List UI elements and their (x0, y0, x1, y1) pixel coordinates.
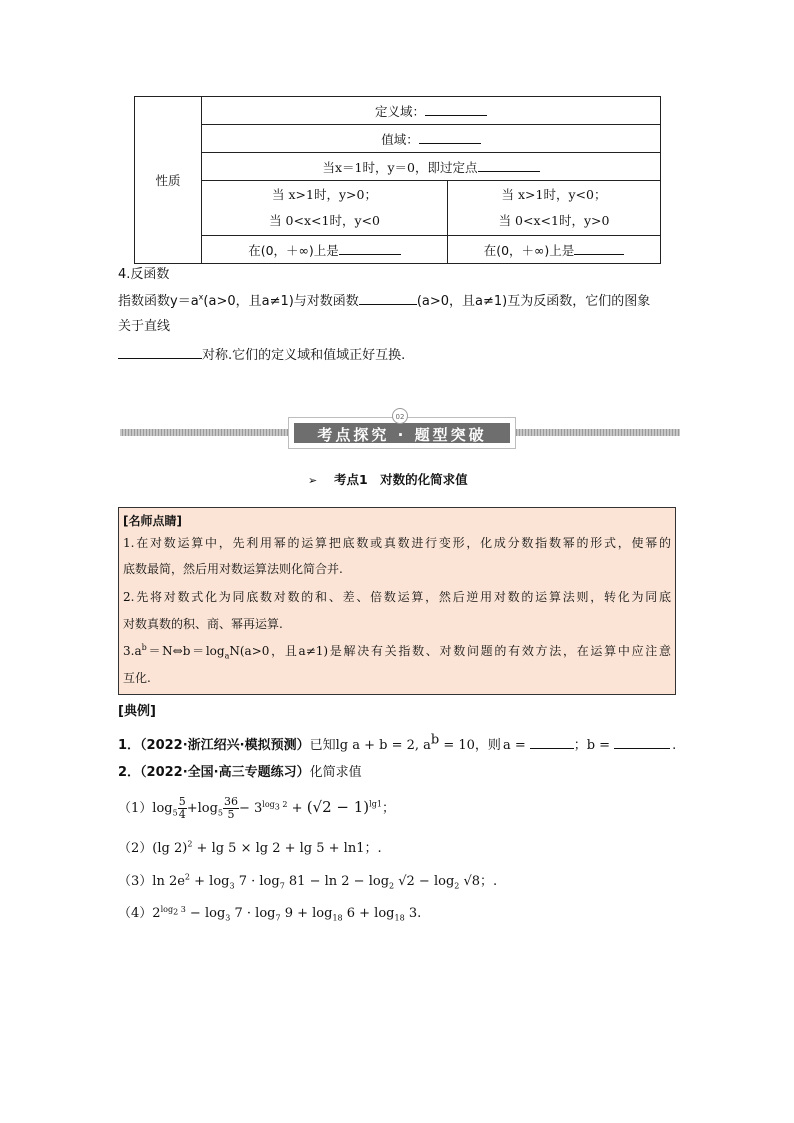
range-cell (202, 125, 661, 153)
subquestion-1: $(1)\log_5$ $\frac{5}{4}$ $+\log_5$ $\frac{36}{5}$ − $3^{log_3 2} + (√2 - 1)^{lg1}$； (118, 795, 395, 821)
range-label: 值域： (381, 131, 419, 147)
range-blank[interactable] (419, 131, 481, 144)
inverse-function-blank[interactable] (359, 292, 417, 305)
right-case-a: 当 x>1时，y<0； (501, 187, 607, 202)
fraction-5-4: $\frac{5}{4}$ (178, 795, 186, 821)
inverse-heading: 4.反函数 (118, 267, 170, 282)
left-case-a: 当 x>1时，y>0； (272, 187, 377, 202)
tip-1-line-1: 1.在对数运算中，先利用幂的运算把底数或真数进行变形，化成分数指数幂的形式，使幂的 (123, 536, 671, 550)
tip-2-line-1: 2.先将对数式化为同底数对数的和、差、倍数运算，然后逆用对数的运算法则，转化为同底 (123, 590, 671, 604)
left-case-b: 当 0<x<1时，y<0 (269, 213, 380, 228)
fraction-36-5: $\frac{36}{5}$ (223, 795, 238, 821)
tips-heading: [名师点睛] (123, 514, 182, 528)
fixed-point-blank[interactable] (478, 159, 540, 172)
fixed-point-cell (202, 153, 661, 181)
left-cases-cell (202, 181, 448, 236)
inverse-line-2: 关于直线 (118, 319, 171, 334)
domain-blank[interactable] (425, 103, 487, 116)
domain-cell (202, 97, 661, 125)
left-monotonic-blank[interactable] (339, 242, 401, 255)
fixed-point-label: 当x＝1时，y＝0，即过定点 (322, 159, 478, 175)
properties-table (134, 96, 661, 264)
right-monotonic-blank[interactable] (574, 242, 624, 255)
right-monotonic-label: 在(0，＋∞)上是 (483, 242, 575, 258)
teacher-tips-box (118, 507, 676, 695)
right-cases-cell (448, 181, 661, 236)
section-banner-title: 考点探究 · 题型突破 (317, 426, 487, 444)
answer-b-blank[interactable] (614, 736, 670, 749)
row-label: 性质 (135, 97, 202, 264)
tip-3-line-1: $3.a^b=N\Leftrightarrow b=\log_aN(a>0$，且a≠1)是解决有关指数、对数问题的有效方法，在运算中应注意 (123, 643, 671, 661)
question-1-source: 1．（2022·浙江绍兴·模拟预测） (118, 738, 310, 753)
symmetry-line-blank[interactable] (118, 346, 202, 359)
inverse-line-1: 指数函数$y=a^x(a>0$，且a≠1)与对数函数 (a>0，且a≠1)互为反函数，它们的图象 (118, 292, 651, 309)
banner-rule-right (514, 429, 680, 436)
domain-label: 定义域： (375, 103, 426, 119)
question-1: 1．（2022·浙江绍兴·模拟预测）已知lg a + b = 2, $a^b = 10$，则 a = ；b = . (118, 732, 677, 753)
question-2: 2．（2022·全国·高三专题练习）化简求值 (118, 765, 362, 780)
section-number-badge: 02 (392, 408, 408, 424)
left-monotonic-cell (202, 236, 448, 264)
banner-rule-left (120, 429, 290, 436)
tip-3-line-2: 互化. (123, 671, 151, 685)
subquestion-4: $(4)2^{log_2 3} - \log_3 7 \cdot \log_7 9 + \log_{18} 6 + \log_{18} 3$. (118, 904, 422, 923)
inverse-line-3: 对称.它们的定义域和值域正好互换. (118, 346, 405, 364)
topic-title: ➢ 考点1 对数的化简求值 (308, 472, 468, 487)
question-2-source: 2．（2022·全国·高三专题练习） (118, 765, 310, 780)
answer-a-blank[interactable] (530, 736, 574, 749)
right-case-b: 当 0<x<1时，y>0 (498, 213, 610, 228)
subquestion-3: （3）ln $2e^2 + \log_3 7 \cdot \log_7 81 - \ln 2 - \log_2 √2 - \log_2 √8$；. (118, 872, 498, 891)
examples-heading: [典例] (118, 704, 156, 719)
arrow-icon: ➢ (308, 474, 318, 487)
subquestion-2: （2）(lg 2)$^2$ + lg 5 × lg 2 + lg 5 + ln1；. (118, 839, 382, 856)
right-monotonic-cell (448, 236, 661, 264)
tip-1-line-2: 底数最简，然后用对数运算法则化简合并. (123, 562, 343, 576)
left-monotonic-label: 在(0，＋∞)上是 (248, 242, 339, 258)
tip-2-line-2: 对数真数的积、商、幂再运算. (123, 617, 283, 631)
